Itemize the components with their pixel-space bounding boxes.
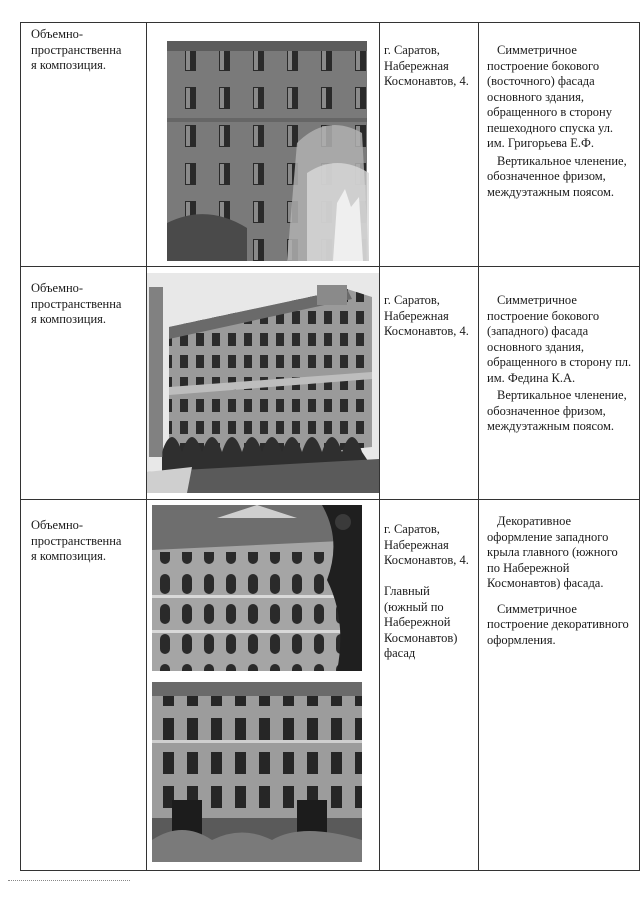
address-cell <box>380 267 479 500</box>
description-paragraph: Симметричное построение декоративного оформления. <box>487 601 629 647</box>
category-cell <box>21 267 147 500</box>
address-cell <box>380 500 479 871</box>
address-text: г. Саратов, Набережная Космонавтов, 4. <box>384 293 469 338</box>
description-paragraph: Симметричное построение бокового (западного) фасада основного здания, обращенного в сторону пл. им. Федина К.А. <box>487 293 632 385</box>
category-text: Объемно- пространственна я композиция. <box>31 281 122 326</box>
photo-south-facade <box>147 500 379 870</box>
photo-east-facade <box>147 23 379 266</box>
description-text <box>479 500 639 648</box>
category-text: Объемно- пространственна я композиция. <box>31 27 122 72</box>
monument-features-table <box>20 22 640 871</box>
description-paragraph: Вертикальное членение, обозначенное фризом, междуэтажным поясом. <box>487 153 627 199</box>
photo-west-facade <box>147 267 379 499</box>
description-cell <box>479 500 640 871</box>
footer-rule <box>8 880 130 881</box>
description-text <box>479 267 639 435</box>
photo-cell <box>147 23 380 267</box>
category-cell <box>21 500 147 871</box>
category-cell <box>21 23 147 267</box>
address-cell <box>380 23 479 267</box>
photo-cell <box>147 500 380 871</box>
description-paragraph: Вертикальное членение, обозначенное фризом, междуэтажным поясом. <box>487 388 627 433</box>
address-text: г. Саратов, Набережная Космонавтов, 4. Главный (южный по Набережной Космонавтов) фасад <box>384 522 469 660</box>
description-paragraph: Симметричное построение бокового (восточного) фасада основного здания, обращенного в сторону пешеходного спуска ул. им. Григорьева Е.Ф. <box>487 43 614 150</box>
table-row <box>21 500 640 871</box>
table-row <box>21 23 640 267</box>
description-cell <box>479 267 640 500</box>
description-text <box>479 23 639 200</box>
description-cell <box>479 23 640 267</box>
category-text: Объемно- пространственна я композиция. <box>31 518 122 563</box>
photo-cell <box>147 267 380 500</box>
description-paragraph: Декоративное оформление западного крыла главного (южного по Набережной Космонавтов) фасада. <box>487 514 618 590</box>
table-row <box>21 267 640 500</box>
address-text: г. Саратов, Набережная Космонавтов, 4. <box>384 43 469 88</box>
